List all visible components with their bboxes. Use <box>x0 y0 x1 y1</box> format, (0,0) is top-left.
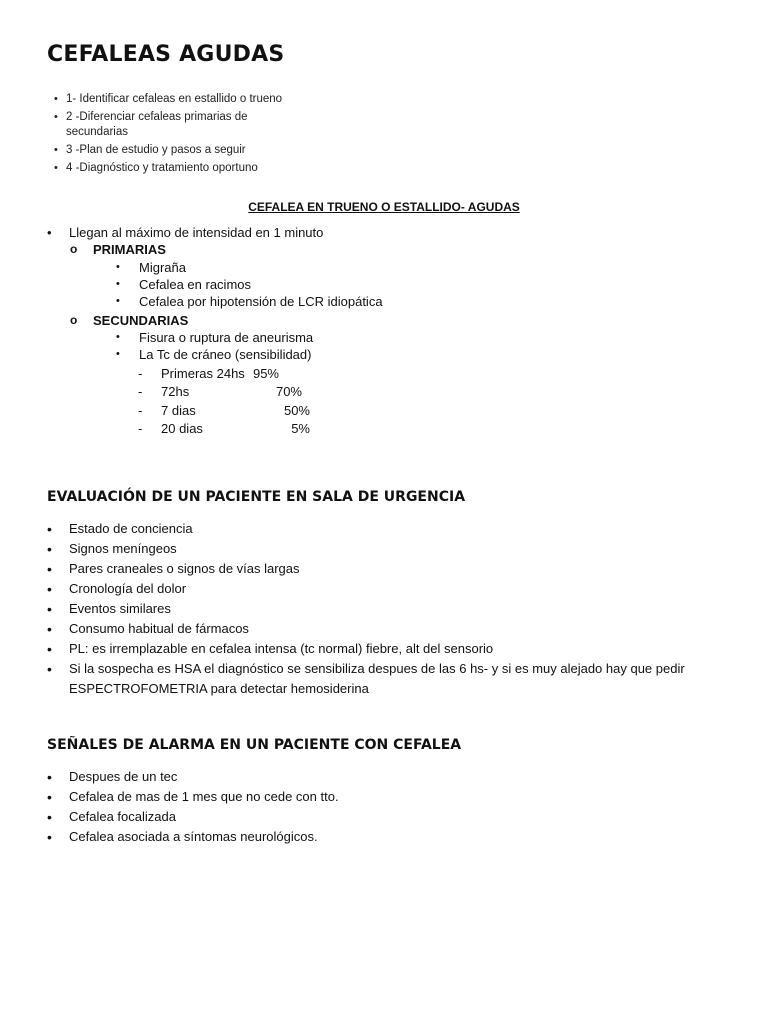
list-item: • Despues de un tec <box>47 767 727 787</box>
list-item-text: Cefalea por hipotensión de LCR idiopática <box>139 294 383 309</box>
list-item-text: Llegan al máximo de intensidad en 1 minuto <box>69 225 324 240</box>
sensitivity-value: 70% <box>275 384 302 399</box>
page-title: CEFALEAS AGUDAS <box>47 42 285 67</box>
bullet-marker: o <box>70 242 78 256</box>
objective-item: • 3 -Plan de estudio y pasos a seguir <box>54 143 304 158</box>
bullet-marker: o <box>70 313 78 327</box>
list-item: • Consumo habitual de fármacos <box>47 619 727 639</box>
sensitivity-value: 5% <box>291 421 310 436</box>
sensitivity-value: 95% <box>252 366 279 381</box>
section-heading-urgencia: EVALUACIÓN DE UN PACIENTE EN SALA DE URGENCIA <box>47 489 466 505</box>
list-item-text: La Tc de cráneo (sensibilidad) <box>139 347 312 362</box>
sensitivity-label: Primeras 24hs <box>161 366 245 381</box>
list-item: • Estado de conciencia <box>47 519 727 539</box>
list-item: • Cefalea focalizada <box>47 807 727 827</box>
objectives-list <box>54 92 304 179</box>
bullet-marker: • <box>116 261 120 273</box>
list-item: • Cefalea asociada a síntomas neurológicos. <box>47 827 727 847</box>
section-heading-trueno: CEFALEA EN TRUENO O ESTALLIDO- AGUDAS <box>248 200 520 214</box>
evaluation-list <box>47 519 727 699</box>
subheading-text: SECUNDARIAS <box>93 313 189 328</box>
sensitivity-value: 50% <box>283 403 310 418</box>
sensitivity-label: 20 dias <box>161 421 203 436</box>
dash-marker: - <box>138 366 143 381</box>
list-item-text: Fisura o ruptura de aneurisma <box>139 330 314 345</box>
list-item: • Si la sospecha es HSA el diagnóstico se sensibiliza despues de las 6 hs- y si es muy alejado hay que pedir ESPECTROFOMETRIA para detectar hemosiderina <box>47 659 727 699</box>
dash-marker: - <box>138 421 143 436</box>
bullet-marker: • <box>47 225 52 240</box>
bullet-marker: • <box>116 278 120 290</box>
bullet-marker: • <box>116 348 120 360</box>
bullet-marker: • <box>116 295 120 307</box>
list-item-text: Migraña <box>139 260 186 275</box>
alarm-signs-list <box>47 767 727 847</box>
list-item-text: Cefalea en racimos <box>139 277 251 292</box>
section-heading-alarma: SEÑALES DE ALARMA EN UN PACIENTE CON CEFALEA <box>47 737 462 753</box>
objective-item: • 2 -Diferenciar cefaleas primarias de secundarias <box>54 110 304 140</box>
objective-item: • 4 -Diagnóstico y tratamiento oportuno <box>54 161 304 176</box>
dash-marker: - <box>138 384 143 399</box>
objective-item: • 1- Identificar cefaleas en estallido o trueno <box>54 92 304 107</box>
list-item: • Pares craneales o signos de vías largas <box>47 559 727 579</box>
list-item: • Cronología del dolor <box>47 579 727 599</box>
list-item: • Cefalea de mas de 1 mes que no cede con tto. <box>47 787 727 807</box>
subheading-text: PRIMARIAS <box>93 242 166 257</box>
sensitivity-label: 72hs <box>161 384 190 399</box>
dash-marker: - <box>138 403 143 418</box>
sensitivity-label: 7 dias <box>161 403 196 418</box>
list-item: • Signos meníngeos <box>47 539 727 559</box>
bullet-marker: • <box>116 331 120 343</box>
list-item: • PL: es irremplazable en cefalea intensa (tc normal) fiebre, alt del sensorio <box>47 639 727 659</box>
list-item: • Eventos similares <box>47 599 727 619</box>
